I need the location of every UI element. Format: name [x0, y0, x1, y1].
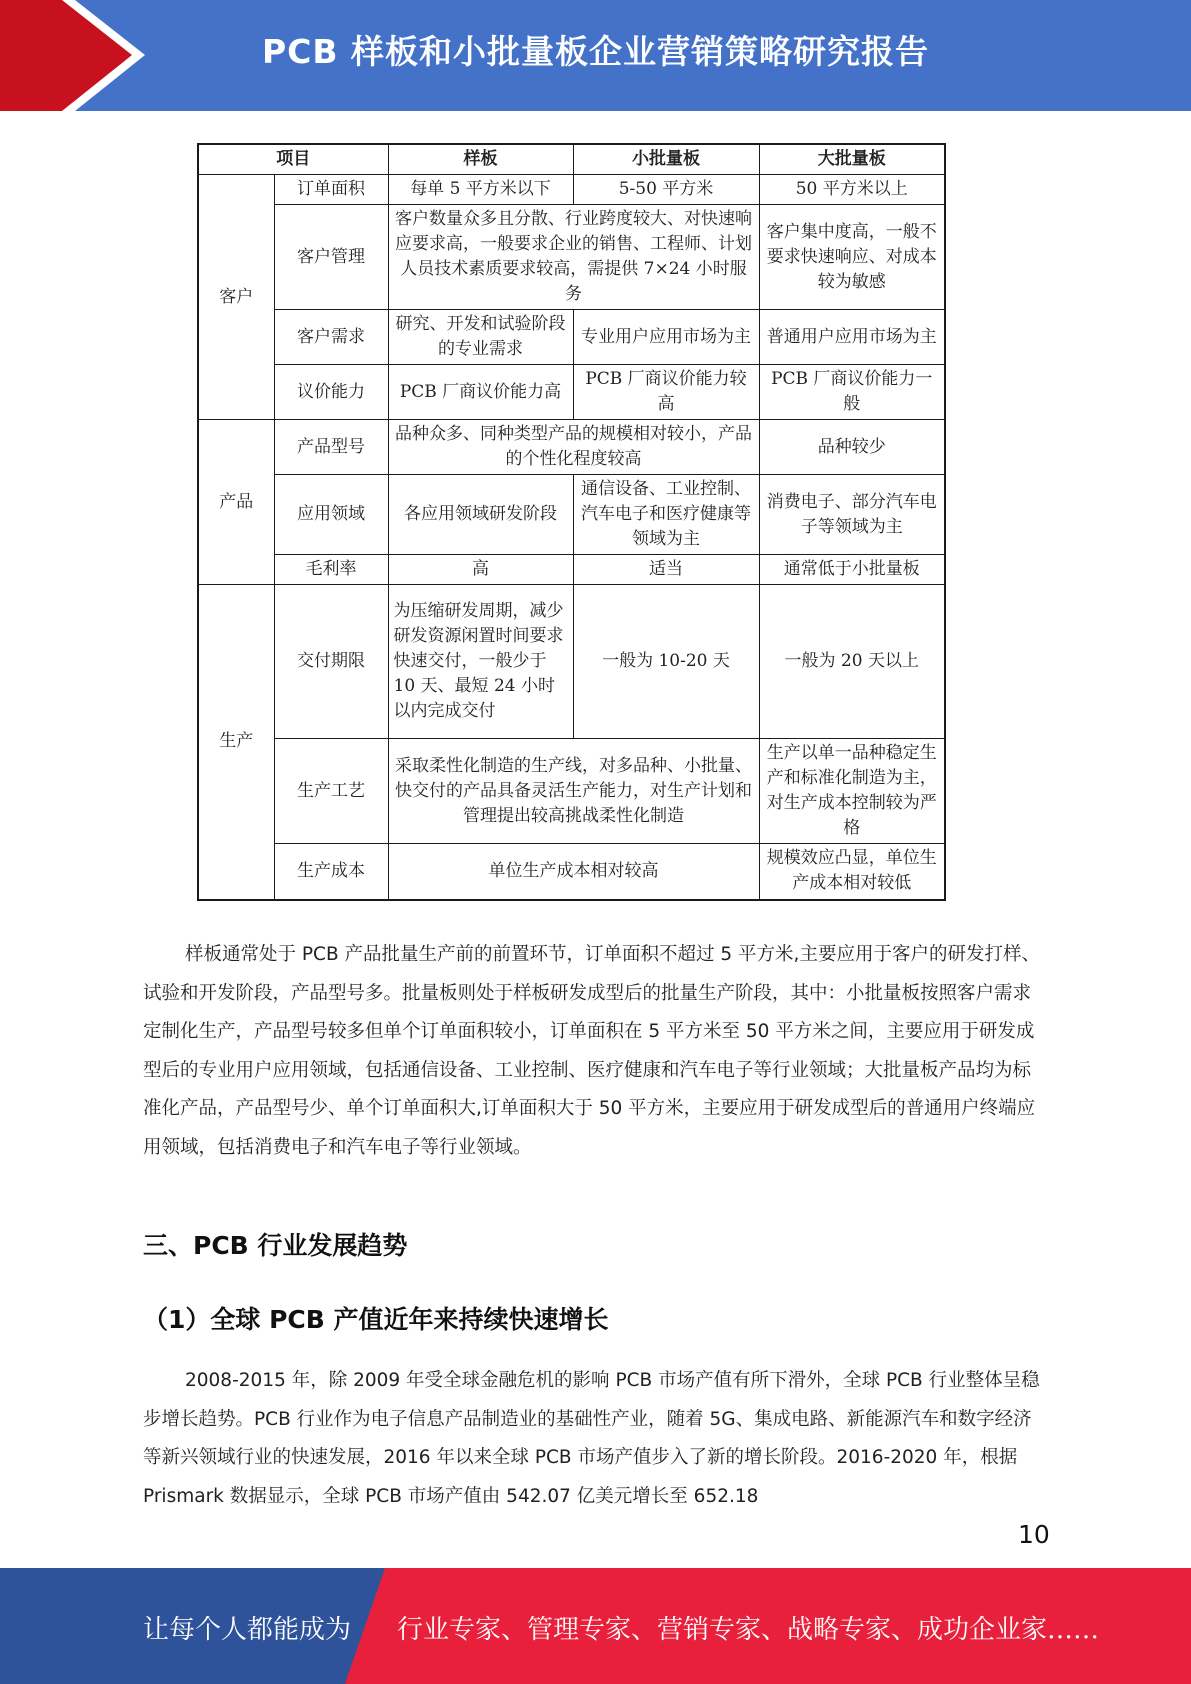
group-customer: 客户 [198, 175, 274, 420]
header-large-batch: 大批量板 [759, 144, 945, 175]
group-production: 生产 [198, 585, 274, 900]
row-label: 交付期限 [274, 585, 388, 739]
header-item: 项目 [198, 144, 388, 175]
table-cell: 消费电子、部分汽车电子等领域为主 [759, 475, 945, 555]
row-label: 议价能力 [274, 365, 388, 420]
table-row [198, 585, 945, 739]
table-cell: 客户数量众多且分散、行业跨度较大、对快速响应要求高，一般要求企业的销售、工程师、计划人员技术素质要求较高，需提供 7×24 小时服务 [388, 205, 759, 310]
table-cell: 高 [388, 555, 573, 585]
table-cell: 专业用户应用市场为主 [573, 310, 759, 365]
paragraph-global-pcb: 2008-2015 年，除 2009 年受全球金融危机的影响 PCB 市场产值有所下滑外，全球 PCB 行业整体呈稳步增长趋势。PCB 行业作为电子信息产品制造业的基础性产业，随着 5G、集成电路、新能源汽车和数字经济等新兴领域行业的快速发展，2016 年以来全球 PCB 市场产值步入了新的增长阶段。2016-2020 年，根据 Prismark 数据显示，全球 PCB 市场产值由 542.07 亿美元增长至 652.18 [143, 1370, 1040, 1507]
table-cell: 一般为 10-20 天 [573, 585, 759, 739]
table-cell: 适当 [573, 555, 759, 585]
row-label: 客户管理 [274, 205, 388, 310]
page-footer [0, 1568, 1191, 1684]
table-cell: 客户集中度高，一般不要求快速响应、对成本较为敏感 [759, 205, 945, 310]
table-cell: 采取柔性化制造的生产线，对多品种、小批量、快交付的产品具备灵活生产能力，对生产计划和管理提出较高挑战柔性化制造 [388, 739, 759, 844]
table-cell: 5-50 平方米 [573, 175, 759, 205]
table-row [198, 175, 945, 205]
row-label: 产品型号 [274, 420, 388, 475]
table-cell: 通信设备、工业控制、汽车电子和医疗健康等领域为主 [573, 475, 759, 555]
table-cell: PCB 厂商议价能力一般 [759, 365, 945, 420]
table-row [198, 420, 945, 475]
header-arrow-decoration [0, 0, 160, 111]
table-cell: 研究、开发和试验阶段的专业需求 [388, 310, 573, 365]
row-label: 毛利率 [274, 555, 388, 585]
subsection-heading: （1）全球 PCB 产值近年来持续快速增长 [143, 1305, 609, 1334]
report-title: PCB 样板和小批量板企业营销策略研究报告 [262, 32, 930, 71]
table-row [198, 365, 945, 420]
table-row [198, 844, 945, 900]
row-label: 订单面积 [274, 175, 388, 205]
table-cell: PCB 厂商议价能力高 [388, 365, 573, 420]
table-header-row [198, 144, 945, 175]
table-row [198, 475, 945, 555]
table-cell: PCB 厂商议价能力较高 [573, 365, 759, 420]
section-heading: 三、PCB 行业发展趋势 [143, 1231, 408, 1260]
table-row [198, 739, 945, 844]
table-row [198, 205, 945, 310]
page-header [0, 0, 1191, 111]
table-row [198, 555, 945, 585]
footer-slogan-left: 让每个人都能成为 [143, 1615, 352, 1645]
table-cell: 普通用户应用市场为主 [759, 310, 945, 365]
group-product: 产品 [198, 420, 274, 585]
table-cell: 50 平方米以上 [759, 175, 945, 205]
table-cell: 为压缩研发周期，减少研发资源闲置时间要求快速交付，一般少于 10 天、最短 24 小时以内完成交付 [388, 585, 573, 739]
table-cell: 各应用领域研发阶段 [388, 475, 573, 555]
table-cell: 生产以单一品种稳定生产和标准化制造为主，对生产成本控制较为严格 [759, 739, 945, 844]
header-small-batch: 小批量板 [573, 144, 759, 175]
table-cell: 品种较少 [759, 420, 945, 475]
header-sample: 样板 [388, 144, 573, 175]
table-cell: 单位生产成本相对较高 [388, 844, 759, 900]
paragraph-board-types: 样板通常处于 PCB 产品批量生产前的前置环节，订单面积不超过 5 平方米,主要应用于客户的研发打样、试验和开发阶段，产品型号多。批量板则处于样板研发成型后的批量生产阶段，其中：小批量板按照客户需求定制化生产，产品型号较多但单个订单面积较小，订单面积在 5 平方米至 50 平方米之间，主要应用于研发成型后的专业用户应用领域，包括通信设备、工业控制、医疗健康和汽车电子等行业领域；大批量板产品均为标准化产品，产品型号少、单个订单面积大,订单面积大于 50 平方米，主要应用于研发成型后的普通用户终端应用领域，包括消费电子和汽车电子等行业领域。 [143, 944, 1040, 1158]
table-cell: 通常低于小批量板 [759, 555, 945, 585]
row-label: 生产工艺 [274, 739, 388, 844]
footer-slogan-right: 行业专家、管理专家、营销专家、战略专家、成功企业家…… [397, 1615, 1100, 1645]
table-cell: 每单 5 平方米以下 [388, 175, 573, 205]
row-label: 客户需求 [274, 310, 388, 365]
comparison-table [197, 143, 946, 901]
table-cell: 品种众多、同种类型产品的规模相对较小，产品的个性化程度较高 [388, 420, 759, 475]
table-cell: 规模效应凸显，单位生产成本相对较低 [759, 844, 945, 900]
page-number: 10 [1018, 1520, 1050, 1549]
row-label: 生产成本 [274, 844, 388, 900]
table-cell: 一般为 20 天以上 [759, 585, 945, 739]
row-label: 应用领域 [274, 475, 388, 555]
table-row [198, 310, 945, 365]
